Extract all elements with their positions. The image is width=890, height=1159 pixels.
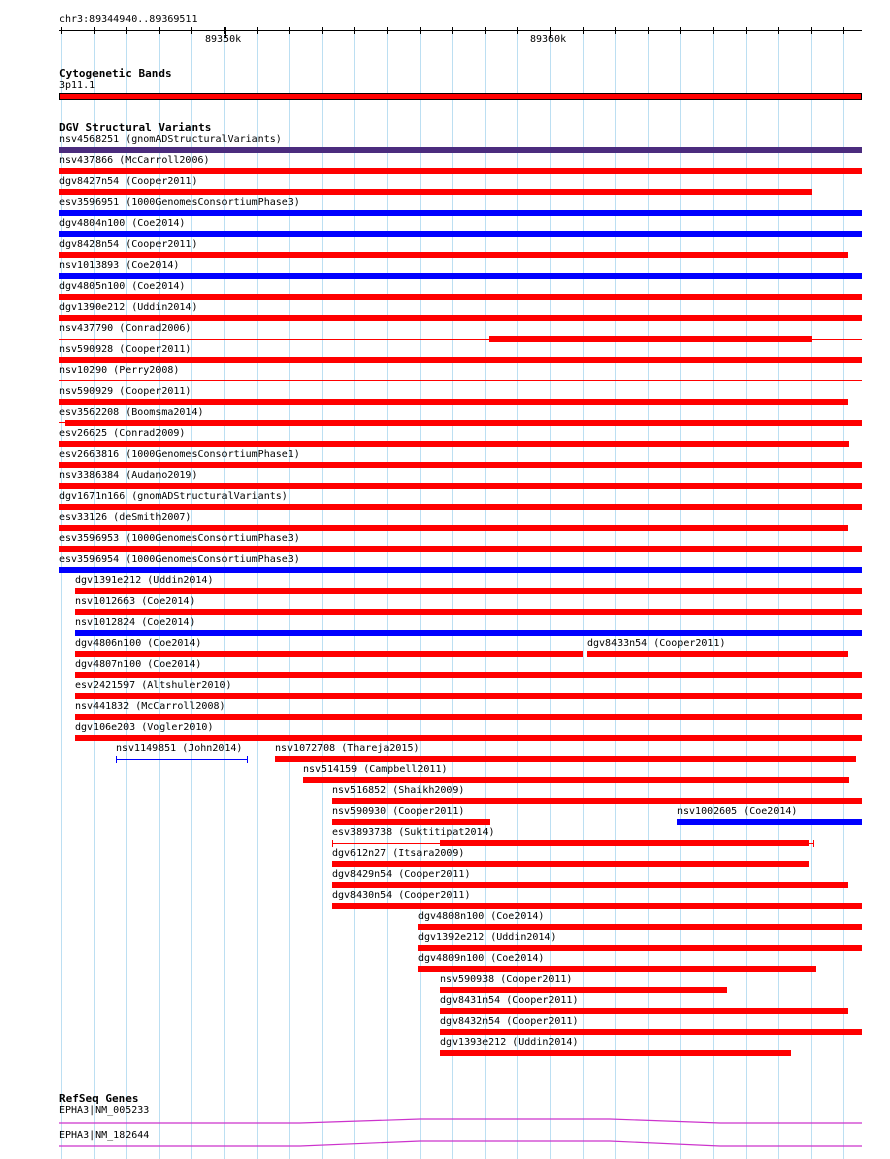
variant-bar[interactable] [440,1050,791,1056]
variant-bar[interactable] [75,672,862,678]
variant-label[interactable]: dgv1390e212 (Uddin2014) [59,302,198,313]
cytogenetic-bands-title: Cytogenetic Bands [59,67,172,80]
variant-bar[interactable] [59,462,862,468]
variant-label[interactable]: dgv4806n100 (Coe2014) [75,638,202,649]
variant-label[interactable]: nsv4568251 (gnomADStructuralVariants) [59,134,282,145]
variant-bar[interactable] [59,147,862,153]
variant-bar[interactable] [59,231,862,237]
variant-label[interactable]: nsv1013893 (Coe2014) [59,260,180,271]
variant-bar[interactable] [75,735,862,741]
variant-bar[interactable] [75,714,862,720]
variant-bar[interactable] [303,777,849,783]
variant-bar[interactable] [440,840,809,846]
variant-label[interactable]: dgv8428n54 (Cooper2011) [59,239,198,250]
variant-label[interactable]: nsv437866 (McCarroll2006) [59,155,210,166]
gene-label[interactable]: EPHA3|NM_182644 [59,1130,150,1141]
variant-bar[interactable] [59,315,862,321]
variant-label[interactable]: dgv106e203 (Vogler2010) [75,722,214,733]
dgv-track-title: DGV Structural Variants [59,121,212,134]
variant-label[interactable]: nsv437790 (Conrad2006) [59,323,192,334]
variant-label[interactable]: dgv1671n166 (gnomADStructuralVariants) [59,491,288,502]
variant-label[interactable]: esv3596954 (1000GenomesConsortiumPhase3) [59,554,300,565]
variant-label[interactable]: nsv514159 (Campbell2011) [303,764,448,775]
variant-end-cap [332,840,333,847]
variant-label[interactable]: dgv8431n54 (Cooper2011) [440,995,579,1006]
variant-label[interactable]: esv33126 (deSmith2007) [59,512,192,523]
variant-bar[interactable] [59,252,848,258]
variant-label[interactable]: nsv590929 (Cooper2011) [59,386,192,397]
variant-bar[interactable] [65,420,862,426]
variant-label[interactable]: esv3893738 (Suktitipat2014) [332,827,495,838]
variant-bar[interactable] [59,483,862,489]
refseq-track-title: RefSeq Genes [59,1092,139,1105]
variant-bar[interactable] [440,1029,862,1035]
variant-label[interactable]: dgv1393e212 (Uddin2014) [440,1037,579,1048]
variant-label[interactable]: nsv1012663 (Coe2014) [75,596,196,607]
variant-bar[interactable] [677,819,862,825]
variant-label[interactable]: nsv516852 (Shaikh2009) [332,785,465,796]
cyto-band-bar[interactable] [59,93,862,100]
variant-line[interactable] [59,380,862,381]
variant-bar[interactable] [75,693,862,699]
variant-bar[interactable] [587,651,848,657]
variant-bar[interactable] [275,756,856,762]
variant-bar[interactable] [75,609,862,615]
variant-label[interactable]: nsv1072708 (Thareja2015) [275,743,420,754]
variant-label[interactable]: dgv4805n100 (Coe2014) [59,281,186,292]
variant-bar[interactable] [59,273,862,279]
variant-bar[interactable] [440,987,727,993]
variant-label[interactable]: dgv8427n54 (Cooper2011) [59,176,198,187]
variant-label[interactable]: dgv8433n54 (Cooper2011) [587,638,726,649]
variant-label[interactable]: esv3562208 (Boomsma2014) [59,407,204,418]
variant-label[interactable]: dgv4804n100 (Coe2014) [59,218,186,229]
variant-label[interactable]: dgv612n27 (Itsara2009) [332,848,465,859]
variant-bar[interactable] [418,945,862,951]
variant-bar[interactable] [59,525,848,531]
variant-label[interactable]: dgv4809n100 (Coe2014) [418,953,545,964]
variant-bar[interactable] [332,798,862,804]
ruler-location: chr3:89344940..89369511 [59,14,198,25]
variant-bar[interactable] [59,504,862,510]
variant-bar[interactable] [332,861,809,867]
variant-label[interactable]: dgv4808n100 (Coe2014) [418,911,545,922]
variant-label[interactable]: dgv8430n54 (Cooper2011) [332,890,471,901]
variant-end-cap [247,756,248,763]
variant-bar[interactable] [59,189,812,195]
variant-label[interactable]: dgv1391e212 (Uddin2014) [75,575,214,586]
variant-bar[interactable] [59,357,862,363]
variant-label[interactable]: nsv3386384 (Audano2019) [59,470,198,481]
ruler-tick-label: 89360k [530,34,567,45]
variant-label[interactable]: esv3596951 (1000GenomesConsortiumPhase3) [59,197,300,208]
variant-bar[interactable] [59,567,862,573]
variant-label[interactable]: nsv590930 (Cooper2011) [332,806,465,817]
variant-bar[interactable] [332,819,490,825]
variant-label[interactable]: dgv1392e212 (Uddin2014) [418,932,557,943]
variant-label[interactable]: esv26625 (Conrad2009) [59,428,186,439]
variant-label[interactable]: nsv1002605 (Coe2014) [677,806,798,817]
variant-bar[interactable] [75,630,862,636]
variant-bar[interactable] [75,588,862,594]
variant-label[interactable]: dgv8432n54 (Cooper2011) [440,1016,579,1027]
variant-bar[interactable] [332,903,862,909]
variant-end-cap [116,756,117,763]
variant-end-cap [813,840,814,847]
variant-line[interactable] [116,759,248,760]
variant-label[interactable]: nsv590928 (Cooper2011) [59,344,192,355]
variant-label[interactable]: dgv4807n100 (Coe2014) [75,659,202,670]
variant-bar[interactable] [418,966,816,972]
variant-bar[interactable] [418,924,862,930]
variant-bar[interactable] [489,336,812,342]
variant-bar[interactable] [59,210,862,216]
variant-label[interactable]: dgv8429n54 (Cooper2011) [332,869,471,880]
variant-label[interactable]: nsv10290 (Perry2008) [59,365,180,376]
variant-bar[interactable] [59,168,862,174]
variant-label[interactable]: nsv441832 (McCarroll2008) [75,701,226,712]
variant-label[interactable]: nsv590938 (Cooper2011) [440,974,573,985]
variant-label[interactable]: esv3596953 (1000GenomesConsortiumPhase3) [59,533,300,544]
variant-label[interactable]: esv2663816 (1000GenomesConsortiumPhase1) [59,449,300,460]
gene-label[interactable]: EPHA3|NM_005233 [59,1105,150,1116]
variant-bar[interactable] [75,651,583,657]
variant-label[interactable]: nsv1012824 (Coe2014) [75,617,196,628]
cyto-band-label[interactable]: 3p11.1 [59,80,96,91]
variant-label[interactable]: nsv1149851 (John2014) [116,743,243,754]
variant-bar[interactable] [59,546,862,552]
variant-bar[interactable] [59,441,849,447]
variant-bar[interactable] [59,399,848,405]
variant-bar[interactable] [332,882,848,888]
ruler-tick-label: 89350k [205,34,242,45]
variant-bar[interactable] [59,294,862,300]
variant-bar[interactable] [440,1008,848,1014]
variant-label[interactable]: esv2421597 (Altshuler2010) [75,680,232,691]
